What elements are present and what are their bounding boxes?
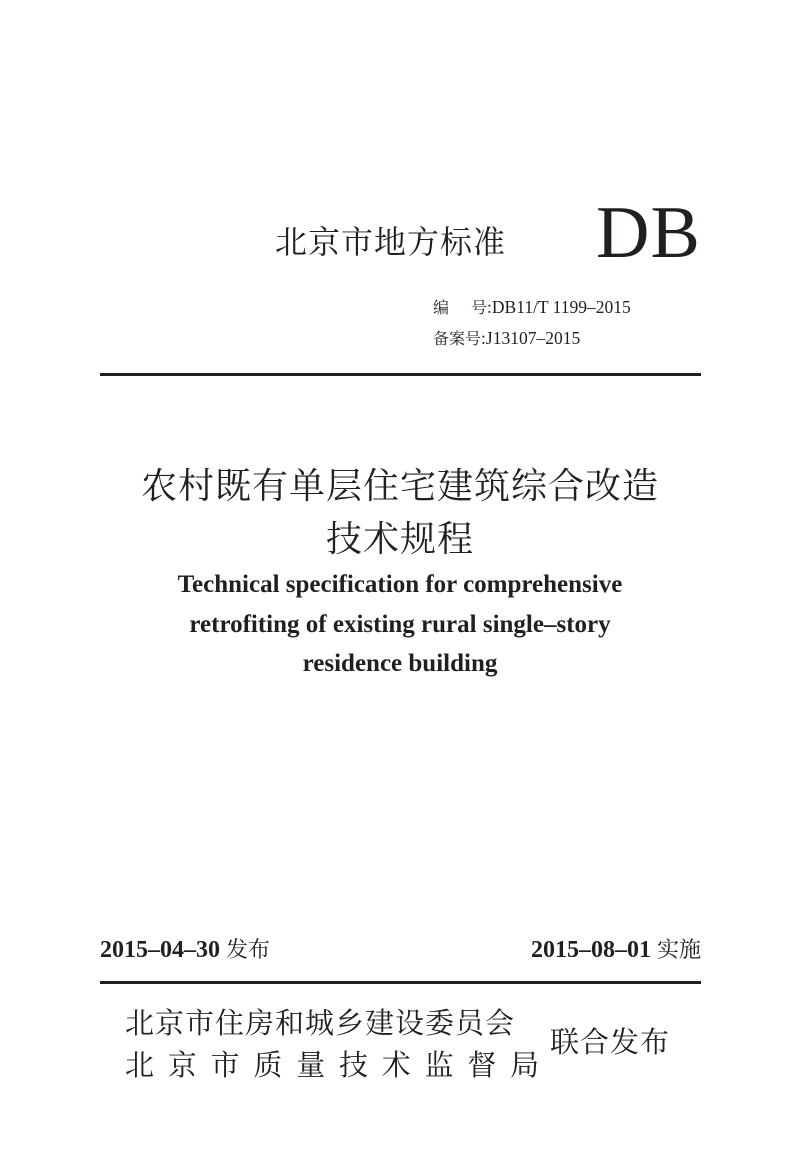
issuer-line2 xyxy=(125,1048,553,1082)
issuer-char: 术 xyxy=(381,1048,411,1082)
standard-type-label: 北京市地方标准 xyxy=(275,223,507,261)
joint-issue-label: 联合发布 xyxy=(550,1025,671,1059)
title-en-line3: residence building xyxy=(302,650,498,677)
top-divider xyxy=(100,373,701,376)
issue-date xyxy=(100,938,270,962)
implement-date xyxy=(531,938,701,962)
issuer-char: 监 xyxy=(424,1048,454,1082)
bottom-divider xyxy=(100,981,701,984)
issuer-char: 市 xyxy=(210,1048,240,1082)
record-number-value: J13107–2015 xyxy=(485,328,581,348)
title-cn-line2: 技术规程 xyxy=(325,519,474,560)
db-logo: DB xyxy=(596,192,701,274)
record-number-row xyxy=(433,330,580,348)
issuer-char: 京 xyxy=(167,1048,197,1082)
title-cn-line1: 农村既有单层住宅建筑综合改造 xyxy=(140,466,659,507)
issuer-char: 北 xyxy=(125,1048,155,1082)
title-en-line2: retrofiting of existing rural single–story xyxy=(189,611,611,638)
title-en-line1: Technical specification for comprehensive xyxy=(177,571,623,598)
issuer-char: 督 xyxy=(467,1048,497,1082)
issue-date-label: 发布 xyxy=(226,938,271,963)
record-number-label: 备案号 xyxy=(433,329,482,348)
issuer-char: 局 xyxy=(510,1048,540,1082)
issue-date-value: 2015–04–30 xyxy=(100,937,220,963)
standard-number-label: 编 号 xyxy=(433,298,488,317)
issuer-line1: 北京市住房和城乡建设委员会 xyxy=(125,1006,516,1040)
colon: : xyxy=(481,328,486,348)
issuer-char: 量 xyxy=(296,1048,326,1082)
standard-number-row xyxy=(433,299,631,317)
colon: : xyxy=(487,297,492,317)
standard-number-value: DB11/T 1199–2015 xyxy=(491,297,631,317)
implement-date-value: 2015–08–01 xyxy=(530,937,651,963)
issuer-char: 技 xyxy=(338,1048,368,1082)
issuer-char: 质 xyxy=(253,1048,283,1082)
implement-date-label: 实施 xyxy=(656,938,701,963)
